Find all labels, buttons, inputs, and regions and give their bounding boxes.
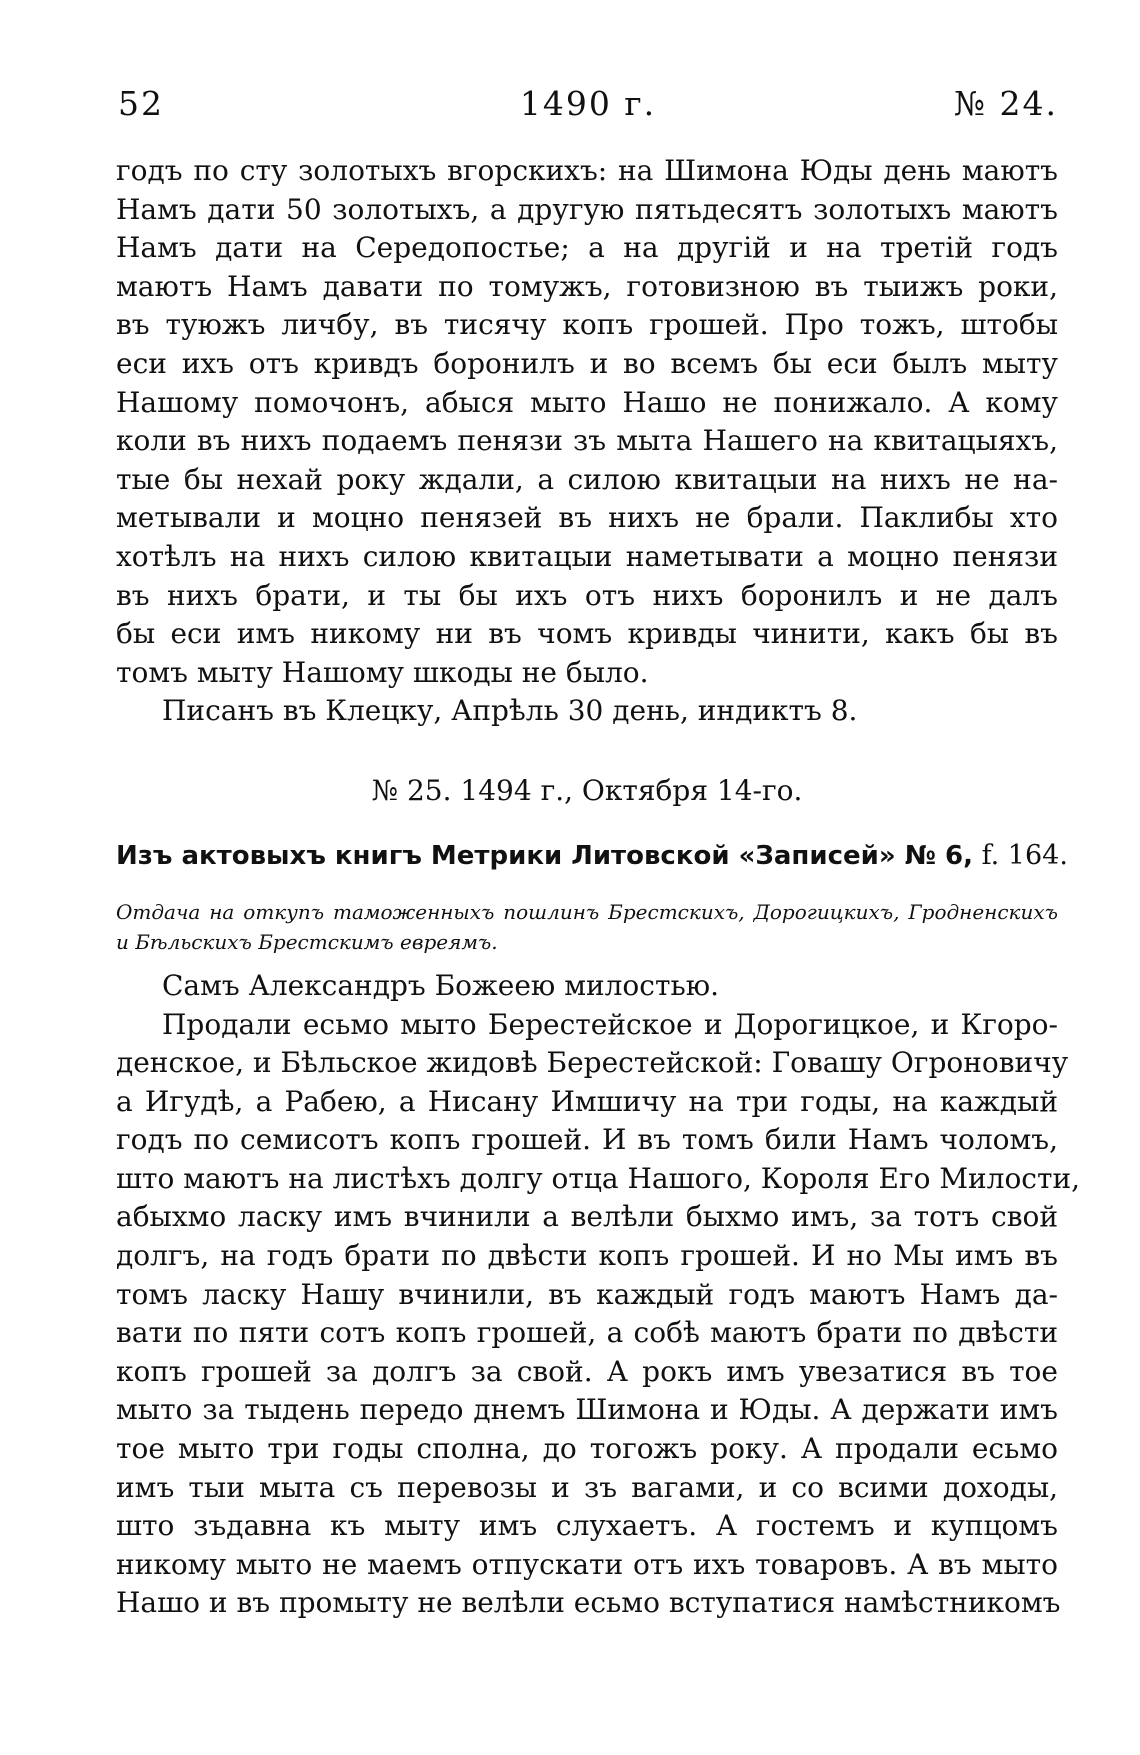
page-number: 52 (118, 84, 164, 123)
text-line: еси ихъ отъ кривдъ боронилъ и во всемъ бы еси былъ мыту (116, 346, 1058, 380)
text-line: годъ по семисотъ копъ грошей. И въ томъ били Намъ чоломъ, (116, 1123, 1058, 1157)
text-line: имъ тыи мыта съ перевозы и зъ вагами, и со всими доходы, (116, 1470, 1058, 1504)
text-line: томъ мыту Нашому шкоды не было. (116, 655, 649, 689)
text-line: мыто за тыдень передо днемъ Шимона и Юды. А держати имъ (116, 1393, 1058, 1427)
text-line: а Игудѣ, а Рабею, а Нисану Имшичу на три годы, на каждый (116, 1084, 1058, 1118)
header-year: 1490 г. (519, 84, 657, 123)
text-line: долгъ, на годъ брати по двѣсти копъ грошей. И но Мы имъ въ (116, 1239, 1058, 1273)
text-line: Продали есьмо мыто Берестейское и Дорогицкое, и Кгоро- (162, 1007, 1058, 1041)
text-line: абыхмо ласку имъ вчинили а велѣли быхмо имъ, за тотъ свой (116, 1200, 1058, 1234)
summary-line: и Бѣльскихъ Брестскимъ евреямъ. (116, 929, 498, 954)
doc25-title: № 25. 1494 г., Октября 14-го. (371, 773, 803, 807)
page-body (116, 152, 1081, 1623)
page-header (118, 84, 1058, 134)
text-line: вати по пяти сотъ копъ грошей, а собѣ маютъ брати по двѣсти (116, 1316, 1058, 1350)
text-line: въ туюжъ личбу, въ тисячу копъ грошей. Про тожъ, штобы (116, 308, 1058, 342)
text-line: годъ по сту золотыхъ вгорскихъ: на Шимона Юды день маютъ (116, 154, 1058, 187)
text-line: маютъ Намъ давати по томужъ, готовизною въ тыижъ роки, (116, 269, 1058, 303)
text-line: Намъ дати 50 золотыхъ, а другую пятьдесятъ золотыхъ маютъ (116, 192, 1058, 226)
text-line: Нашо и въ промыту не велѣли есьмо вступатися намѣстникомъ (116, 1586, 1061, 1620)
text-line: бы еси имъ никому ни въ чомъ кривды чинити, какъ бы въ (116, 617, 1058, 651)
text-line: хотѣлъ на нихъ силою квитацыи наметывати а моцно пенязи (116, 539, 1058, 573)
text-line: томъ ласку Нашу вчинили, въ каждый годъ маютъ Намъ да- (116, 1277, 1058, 1311)
doc25-summary (116, 897, 1058, 957)
text-line: што зъдавна къ мыту имъ слухаетъ. А гостемъ и купцомъ (116, 1509, 1058, 1543)
text-line: въ нихъ брати, и ты бы ихъ отъ нихъ боронилъ и не далъ (116, 578, 1058, 612)
text-line: никому мыто не маемъ отпускати отъ ихъ товаровъ. А въ мыто (116, 1547, 1058, 1581)
closing-line: Писанъ въ Клецку, Апрѣль 30 день, индиктъ 8. (162, 694, 858, 728)
text-line: што маютъ на листѣхъ долгу отца Нашого, Короля Его Милости, (116, 1161, 1081, 1195)
text-line: тое мыто три годы сполна, до тогожъ року. А продали есьмо (116, 1432, 1058, 1466)
opening-line: Самъ Александръ Божеею милостью. (162, 968, 719, 1002)
doc25-source (116, 833, 1068, 879)
text-line: метывали и моцно пенязей въ нихъ не брали. Паклибы хто (116, 501, 1058, 535)
doc24-text (116, 152, 1058, 731)
doc25-text (116, 967, 1081, 1623)
header-doc-number: № 24. (953, 84, 1058, 123)
source-folio: f. 164. (973, 839, 1068, 871)
summary-line: Отдача на откупъ таможенныхъ пошлинъ Брестскихъ, Дорогицкихъ, Гродненскихъ (116, 899, 1058, 924)
text-line: тые бы нехай року ждали, а силою квитацыи на нихъ не на- (116, 462, 1058, 496)
text-line: коли въ нихъ подаемъ пенязи зъ мыта Нашего на квитацыяхъ, (116, 424, 1058, 458)
source-citation: Изъ актовыхъ книгъ Метрики Литовской «Записей» № 6, (116, 840, 974, 871)
text-line: Намъ дати на Середопостье; а на другій и на третій годъ (116, 231, 1058, 265)
text-line: копъ грошей за долгъ за свой. А рокъ имъ увезатися въ тое (116, 1354, 1058, 1388)
text-line: денское, и Бѣльское жидовѣ Берестейской: Говашу Огроновичу (116, 1046, 1069, 1080)
text-line: Нашому помочонъ, абыся мыто Нашо не понижало. А кому (116, 385, 1058, 419)
